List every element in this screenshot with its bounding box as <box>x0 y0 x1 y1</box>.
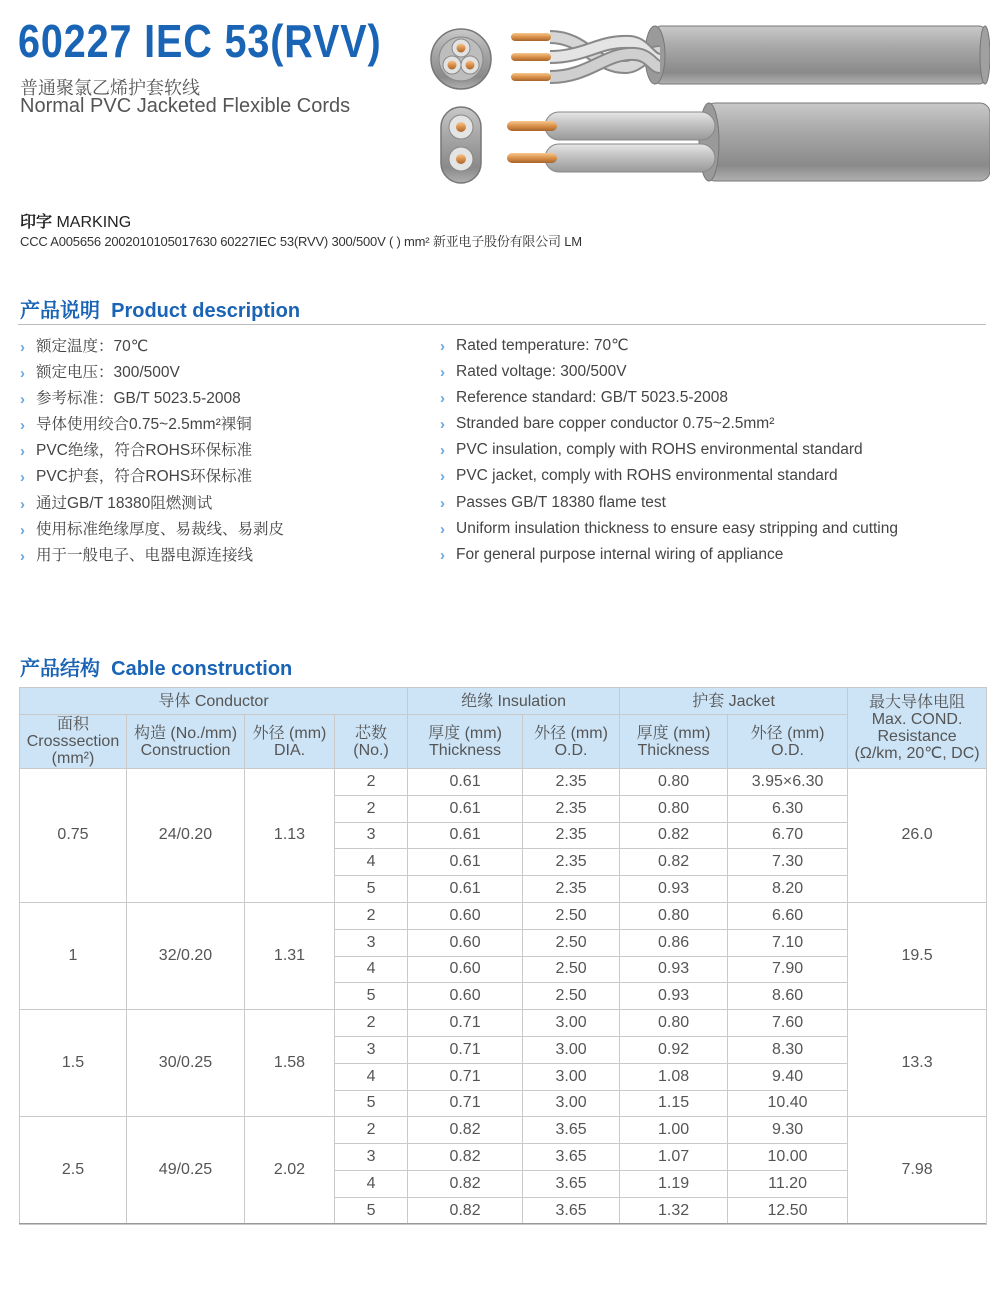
resistance-header-cn: 最大导体电阻 <box>869 694 966 711</box>
chevron-right-icon: › <box>20 417 25 435</box>
cell-construction: 32/0.20 <box>127 902 245 1009</box>
area-unit: (mm²) <box>51 750 95 767</box>
area-en: Crosssection <box>26 733 120 750</box>
marking-heading-en: MARKING <box>56 214 132 231</box>
round-cable-side-icon <box>511 26 990 84</box>
cell-cores: 4 <box>335 1170 408 1197</box>
cable-construction-heading <box>20 652 292 681</box>
area-cn: 面积 <box>56 716 89 733</box>
section-divider <box>18 324 986 325</box>
cell-cores: 5 <box>335 983 408 1010</box>
cell-jk-od: 8.20 <box>728 876 848 903</box>
chevron-right-icon: › <box>20 365 25 383</box>
cell-ins-od: 3.00 <box>523 1010 620 1037</box>
cell-ins-od: 3.65 <box>523 1197 620 1224</box>
col-header-jk-thickness <box>620 715 728 769</box>
cable-construction-heading-en: Cable construction <box>111 658 293 680</box>
cores-cn: 芯数 <box>355 724 388 742</box>
cell-cores: 5 <box>335 876 408 903</box>
jk-thick-cn: 厚度 (mm) <box>636 724 711 742</box>
cell-ins-thickness: 0.61 <box>408 849 523 876</box>
col-header-area <box>20 715 127 769</box>
cell-jk-thickness: 0.82 <box>620 849 728 876</box>
cell-ins-od: 3.65 <box>523 1117 620 1144</box>
cell-ins-thickness: 0.60 <box>408 902 523 929</box>
table-row <box>20 902 987 929</box>
cell-ins-od: 2.35 <box>523 795 620 822</box>
cell-jk-thickness: 0.80 <box>620 902 728 929</box>
cell-dia: 1.31 <box>245 902 335 1009</box>
chevron-right-icon: › <box>440 416 445 434</box>
chevron-right-icon: › <box>20 391 25 409</box>
page-title: 60227 IEC 53(RVV) <box>18 15 382 67</box>
cell-resistance: 7.98 <box>848 1117 987 1224</box>
cell-jk-od: 7.90 <box>728 956 848 983</box>
cable-construction-heading-cn: 产品结构 <box>20 658 100 680</box>
list-item-text: PVC jacket, comply with ROHS environmental standard <box>456 467 838 485</box>
cell-jk-od: 7.30 <box>728 849 848 876</box>
list-item-text: For general purpose internal wiring of appliance <box>456 545 784 563</box>
chevron-right-icon: › <box>440 442 445 460</box>
list-item <box>440 519 990 545</box>
chevron-right-icon: › <box>20 521 25 539</box>
list-item <box>20 467 420 493</box>
cell-jk-od: 10.40 <box>728 1090 848 1117</box>
cell-ins-od: 2.50 <box>523 983 620 1010</box>
cell-jk-thickness: 0.92 <box>620 1036 728 1063</box>
list-item-text: Reference standard: GB/T 5023.5-2008 <box>456 389 728 407</box>
cell-ins-od: 3.65 <box>523 1144 620 1171</box>
cable-construction-table <box>19 687 987 1225</box>
chevron-right-icon: › <box>440 546 445 564</box>
group-header-resistance <box>848 688 987 769</box>
ins-od-en: O.D. <box>554 741 588 759</box>
list-item-text: 参考标准：GB/T 5023.5-2008 <box>36 390 241 408</box>
cell-ins-thickness: 0.82 <box>408 1117 523 1144</box>
cell-jk-thickness: 0.80 <box>620 1010 728 1037</box>
cell-ins-thickness: 0.61 <box>408 822 523 849</box>
chevron-right-icon: › <box>440 468 445 486</box>
cell-area: 2.5 <box>20 1117 127 1224</box>
table-row <box>20 1117 987 1144</box>
cell-jk-od: 3.95×6.30 <box>728 769 848 796</box>
jk-od-en: O.D. <box>771 741 804 759</box>
group-header-insulation: 绝缘 Insulation <box>408 688 620 715</box>
cell-jk-thickness: 0.86 <box>620 929 728 956</box>
cell-cores: 3 <box>335 929 408 956</box>
cores-en: (No.) <box>353 741 389 759</box>
cell-ins-od: 2.50 <box>523 902 620 929</box>
chevron-right-icon: › <box>20 339 25 356</box>
cell-ins-thickness: 0.71 <box>408 1090 523 1117</box>
cell-jk-thickness: 1.08 <box>620 1063 728 1090</box>
cell-resistance: 19.5 <box>848 902 987 1009</box>
list-item <box>20 363 420 389</box>
cell-jk-od: 12.50 <box>728 1197 848 1224</box>
list-item <box>20 546 420 572</box>
table-row <box>20 1010 987 1037</box>
cell-cores: 5 <box>335 1197 408 1224</box>
cell-construction: 49/0.25 <box>127 1117 245 1224</box>
list-item <box>20 494 420 520</box>
cell-cores: 2 <box>335 902 408 929</box>
cell-area: 1.5 <box>20 1010 127 1117</box>
description-list-en <box>440 336 990 571</box>
cell-resistance: 13.3 <box>848 1010 987 1117</box>
list-item-text: 额定电压：300/500V <box>36 364 180 382</box>
list-item-text: Stranded bare copper conductor 0.75~2.5mm² <box>456 415 775 433</box>
list-item <box>440 414 990 440</box>
table-row <box>20 769 987 796</box>
cell-area: 0.75 <box>20 769 127 903</box>
chevron-right-icon: › <box>440 390 445 408</box>
cell-ins-thickness: 0.71 <box>408 1063 523 1090</box>
list-item <box>440 362 990 388</box>
col-header-construction <box>127 715 245 769</box>
ins-od-cn: 外径 (mm) <box>534 724 608 742</box>
cell-ins-od: 2.35 <box>523 822 620 849</box>
list-item-text: Rated temperature: 70℃ <box>456 337 629 354</box>
group-header-jacket: 护套 Jacket <box>620 688 848 715</box>
cell-ins-od: 2.50 <box>523 929 620 956</box>
cell-ins-od: 2.35 <box>523 769 620 796</box>
list-item-text: 用于一般电子、电器电源连接线 <box>36 546 254 564</box>
list-item-text: PVC insulation, comply with ROHS environmental standard <box>456 441 863 459</box>
cell-jk-thickness: 1.00 <box>620 1117 728 1144</box>
product-description-heading <box>20 294 300 323</box>
cell-resistance: 26.0 <box>848 769 987 903</box>
cell-construction: 30/0.25 <box>127 1010 245 1117</box>
cell-ins-thickness: 0.61 <box>408 876 523 903</box>
cell-jk-thickness: 0.93 <box>620 983 728 1010</box>
cell-ins-thickness: 0.82 <box>408 1144 523 1171</box>
jk-thick-en: Thickness <box>637 741 710 759</box>
cell-ins-od: 3.65 <box>523 1170 620 1197</box>
marking-text: CCC A005656 2002010105017630 60227IEC 53(RVV) 300/500V ( ) mm² 新亚电子股份有限公司 LM <box>20 234 582 249</box>
cell-cores: 2 <box>335 1117 408 1144</box>
chevron-right-icon: › <box>440 364 445 382</box>
cell-jk-thickness: 1.32 <box>620 1197 728 1224</box>
cell-jk-od: 10.00 <box>728 1144 848 1171</box>
cell-dia: 1.58 <box>245 1010 335 1117</box>
col-header-jk-od <box>728 715 848 769</box>
cell-ins-thickness: 0.71 <box>408 1036 523 1063</box>
chevron-right-icon: › <box>20 443 25 461</box>
list-item-text: Passes GB/T 18380 flame test <box>456 493 666 511</box>
cable-illustration <box>425 12 990 187</box>
cell-ins-thickness: 0.60 <box>408 956 523 983</box>
list-item-text: Uniform insulation thickness to ensure easy stripping and cutting <box>456 519 898 537</box>
cell-ins-od: 2.35 <box>523 849 620 876</box>
cell-jk-thickness: 0.93 <box>620 956 728 983</box>
cell-ins-thickness: 0.82 <box>408 1170 523 1197</box>
chevron-right-icon: › <box>20 547 25 565</box>
cell-jk-od: 6.60 <box>728 902 848 929</box>
cell-jk-od: 6.70 <box>728 822 848 849</box>
cell-jk-od: 9.40 <box>728 1063 848 1090</box>
cell-cores: 2 <box>335 795 408 822</box>
cell-ins-thickness: 0.61 <box>408 795 523 822</box>
cell-cores: 5 <box>335 1090 408 1117</box>
cell-dia: 2.02 <box>245 1117 335 1224</box>
resistance-header-en2: Resistance <box>877 728 957 745</box>
cell-ins-od: 3.00 <box>523 1036 620 1063</box>
list-item-text: Rated voltage: 300/500V <box>456 363 627 381</box>
col-header-ins-od <box>523 715 620 769</box>
cell-cores: 3 <box>335 1036 408 1063</box>
list-item <box>440 545 990 571</box>
cell-ins-od: 2.35 <box>523 876 620 903</box>
list-item <box>20 389 420 415</box>
cell-jk-od: 7.60 <box>728 1010 848 1037</box>
marking-heading <box>20 209 131 232</box>
cell-jk-od: 7.10 <box>728 929 848 956</box>
cell-cores: 4 <box>335 1063 408 1090</box>
resistance-header-unit: (Ω/km, 20℃, DC) <box>854 745 980 762</box>
list-item <box>440 336 990 362</box>
ins-thick-cn: 厚度 (mm) <box>428 724 502 742</box>
ins-thick-en: Thickness <box>429 741 502 759</box>
cell-jk-thickness: 0.82 <box>620 822 728 849</box>
cell-area: 1 <box>20 902 127 1009</box>
cell-ins-od: 3.00 <box>523 1063 620 1090</box>
cell-cores: 3 <box>335 1144 408 1171</box>
cell-jk-od: 11.20 <box>728 1170 848 1197</box>
cell-construction: 24/0.20 <box>127 769 245 903</box>
cell-jk-od: 6.30 <box>728 795 848 822</box>
list-item-text: 导体使用绞合0.75~2.5mm²裸铜 <box>36 416 252 434</box>
chevron-right-icon: › <box>440 520 445 538</box>
list-item <box>440 466 990 492</box>
chevron-right-icon: › <box>20 469 25 487</box>
cell-jk-thickness: 0.80 <box>620 769 728 796</box>
cell-jk-od: 8.60 <box>728 983 848 1010</box>
description-list-cn <box>20 337 420 572</box>
list-item-text: 额定温度：70℃ <box>36 338 149 355</box>
col-header-ins-thickness <box>408 715 523 769</box>
list-item-text: 使用标准绝缘厚度、易裁线、易剥皮 <box>36 520 285 538</box>
list-item <box>440 388 990 414</box>
table-bottom-rule <box>19 1223 986 1224</box>
marking-heading-cn: 印字 <box>20 214 53 231</box>
cell-cores: 4 <box>335 849 408 876</box>
cell-ins-thickness: 0.61 <box>408 769 523 796</box>
construction-en: Construction <box>140 741 231 759</box>
cell-cores: 4 <box>335 956 408 983</box>
list-item-text: PVC护套，符合ROHS环保标准 <box>36 468 253 486</box>
jk-od-cn: 外径 (mm) <box>750 724 825 742</box>
group-header-conductor: 导体 Conductor <box>20 688 408 715</box>
construction-cn: 构造 (No./mm) <box>133 724 238 742</box>
product-description-heading-en: Product description <box>111 300 301 322</box>
flat-cable-side-icon <box>507 103 990 181</box>
list-item-text: PVC绝缘，符合ROHS环保标准 <box>36 442 253 460</box>
dia-en: DIA. <box>273 741 306 759</box>
cell-jk-thickness: 1.07 <box>620 1144 728 1171</box>
subtitle-english: Normal PVC Jacketed Flexible Cords <box>20 95 351 117</box>
cell-dia: 1.13 <box>245 769 335 903</box>
cell-cores: 2 <box>335 1010 408 1037</box>
cell-jk-thickness: 1.19 <box>620 1170 728 1197</box>
list-item-text: 通过GB/T 18380阻燃测试 <box>36 494 213 512</box>
cell-ins-od: 3.00 <box>523 1090 620 1117</box>
list-item <box>20 337 420 363</box>
list-item <box>440 493 990 519</box>
dia-cn: 外径 (mm) <box>252 724 327 742</box>
cell-cores: 2 <box>335 769 408 796</box>
product-description-heading-cn: 产品说明 <box>20 300 100 322</box>
cell-ins-od: 2.50 <box>523 956 620 983</box>
cell-jk-od: 9.30 <box>728 1117 848 1144</box>
subtitle-chinese: 普通聚氯乙烯护套软线 <box>20 78 200 98</box>
table-body <box>20 769 987 1225</box>
resistance-header-en1: Max. COND. <box>871 711 963 728</box>
chevron-right-icon: › <box>20 495 25 513</box>
list-item <box>20 520 420 546</box>
cell-jk-thickness: 0.80 <box>620 795 728 822</box>
chevron-right-icon: › <box>440 338 445 355</box>
col-header-dia <box>245 715 335 769</box>
cell-jk-od: 8.30 <box>728 1036 848 1063</box>
chevron-right-icon: › <box>440 494 445 512</box>
list-item <box>20 415 420 441</box>
cell-jk-thickness: 1.15 <box>620 1090 728 1117</box>
cell-cores: 3 <box>335 822 408 849</box>
round-cable-section-icon <box>431 29 491 89</box>
list-item <box>20 441 420 467</box>
col-header-cores <box>335 715 408 769</box>
cell-ins-thickness: 0.60 <box>408 983 523 1010</box>
cell-ins-thickness: 0.71 <box>408 1010 523 1037</box>
cell-jk-thickness: 0.93 <box>620 876 728 903</box>
list-item <box>440 440 990 466</box>
flat-cable-section-icon <box>441 107 481 183</box>
cell-ins-thickness: 0.60 <box>408 929 523 956</box>
cell-ins-thickness: 0.82 <box>408 1197 523 1224</box>
